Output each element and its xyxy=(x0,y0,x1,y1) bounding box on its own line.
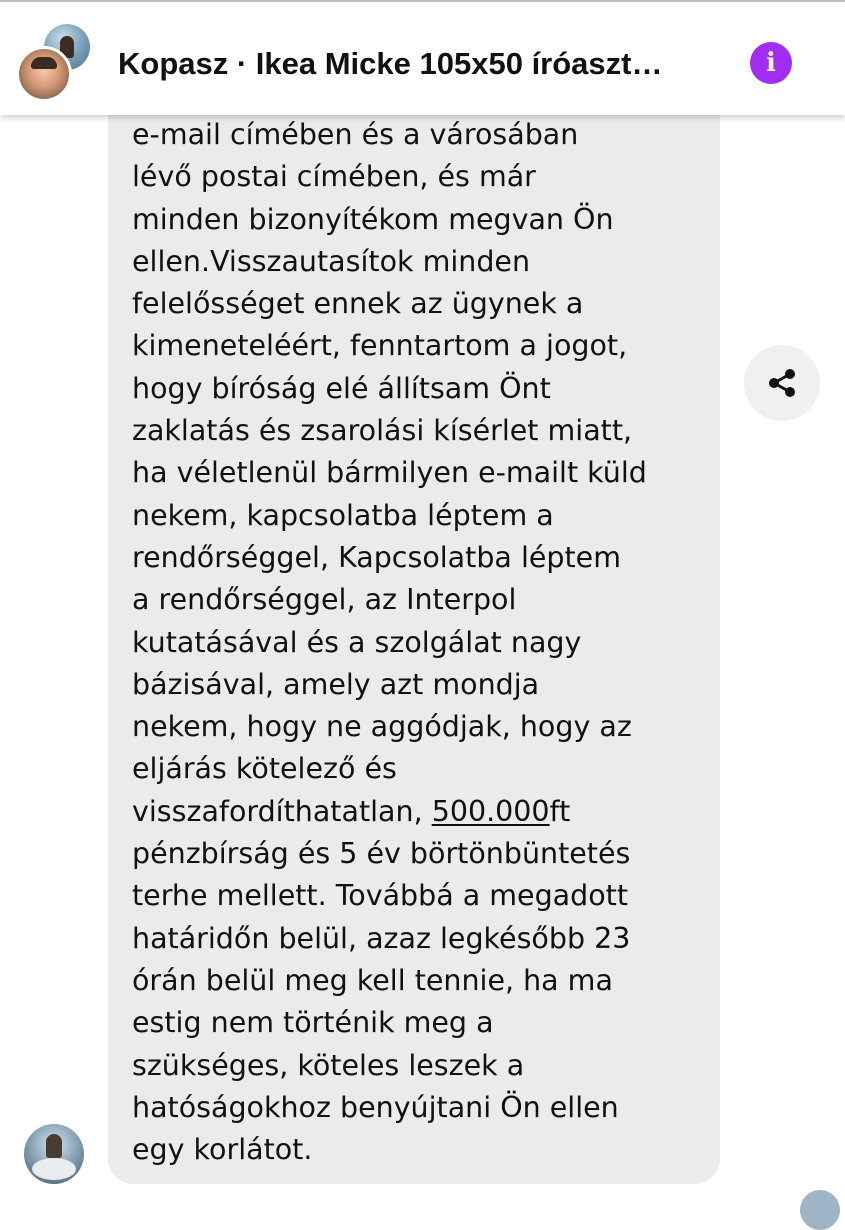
sender-avatar[interactable] xyxy=(24,1124,84,1184)
message-bubble[interactable] xyxy=(108,70,720,1184)
group-avatar[interactable] xyxy=(14,22,94,102)
message-text xyxy=(132,114,706,1171)
share-icon xyxy=(766,367,798,399)
message-amount-link[interactable]: 500.000 xyxy=(431,794,550,828)
message-text-part-2: ft pénzbírság és 5 év börtönbüntetés terhe mellett. Továbbá a megadott határidőn belül, azaz legkésőbb 23 órán belül meg kell tennie, ha ma estig nem történik meg a szükséges, köteles leszek a hatóságokhoz benyújtani Ön ellen egy korlátot. xyxy=(132,794,631,1167)
conversation-header xyxy=(0,0,845,115)
conversation-title[interactable]: Kopasz · Ikea Micke 105x50 íróaszt… xyxy=(118,46,663,81)
avatar-front-image xyxy=(16,46,72,102)
info-icon[interactable]: i xyxy=(750,42,792,84)
share-button[interactable] xyxy=(744,345,820,421)
read-receipt-avatar xyxy=(800,1190,840,1230)
message-text-part-1: e-mail címében és a városában lévő postai címében, és már minden bizonyítékom megvan Ön ellen.Visszautasítok minden felelősséget ennek az ügynek a kimeneteléért, fenntartom a jogot, hogy bíróság elé állítsam Önt zaklatás és zsarolási kísérlet miatt, ha véletlenül bármilyen e-mailt küld nekem, kapcsolatba léptem a rendőrséggel, Kapcsolatba léptem a rendőrséggel, az Interpol kutatásával és a szolgálat nagy bázisával, amely azt mondja nekem, hogy ne aggódjak, hogy az eljárás kötelező és visszafordíthatatlan, xyxy=(132,118,647,828)
